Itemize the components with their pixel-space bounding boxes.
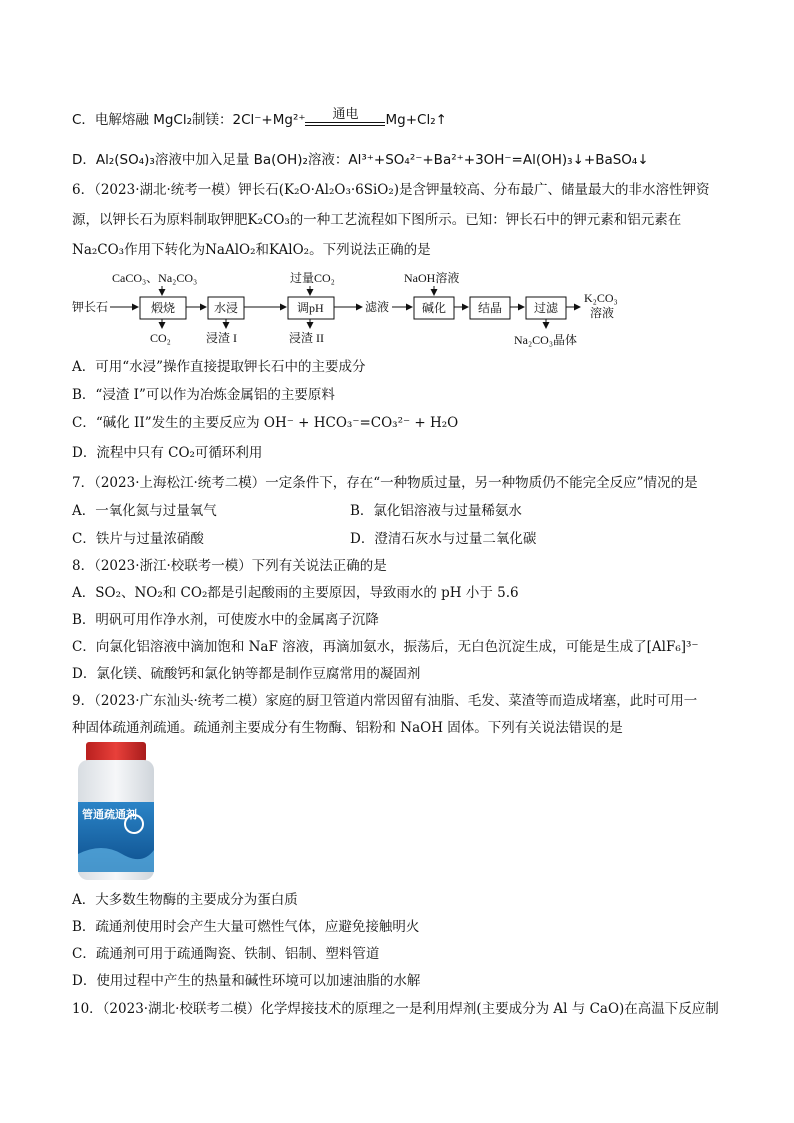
q9-stem-line1: 9．（2023·广东汕头·统考二模）家庭的厨卫管道内常因留有油脂、毛发、菜渣等而造成堵塞，此时可用一 <box>72 693 698 709</box>
flow-step6: 过滤 <box>534 301 559 315</box>
q6-stem-line3: Na₂CO₃作用下转化为NaAlO₂和KAlO₂。下列说法正确的是 <box>72 242 431 258</box>
bottle-label-text: 管通疏通剂 <box>82 808 137 821</box>
q7-option-b: B．氯化铝溶液与过量稀氨水 <box>350 503 522 519</box>
q9-option-b: B．疏通剂使用时会产生大量可燃性气体，应避免接触明火 <box>72 919 420 935</box>
q9-option-c: C．疏通剂可用于疏通陶瓷、铁制、铝制、塑料管道 <box>72 946 380 962</box>
q9-option-a: A．大多数生物酶的主要成分为蛋白质 <box>72 892 298 908</box>
flow-out1: CO₂ <box>150 331 171 345</box>
q6-stem-line1: 6．（2023·湖北·统考一模）钾长石(K₂O·Al₂O₃·6SiO₂)是含钾量较高、分布最广、储量最大的非水溶性钾资 <box>72 182 710 198</box>
q5-option-c-text: C．电解熔融 MgCl₂制镁：2Cl⁻+Mg²⁺ <box>72 112 306 128</box>
drain-cleaner-bottle-image <box>72 742 160 882</box>
q8-option-d: D．氯化镁、硫酸钙和氯化钠等都是制作豆腐常用的凝固剂 <box>72 666 421 682</box>
process-flow-diagram <box>72 266 652 354</box>
flow-step1: 煅烧 <box>151 301 176 315</box>
q8-stem: 8．（2023·浙江·校联考一模）下列有关说法正确的是 <box>72 558 387 574</box>
q7-option-c: C．铁片与过量浓硝酸 <box>72 531 204 547</box>
reaction-condition: 通电 <box>305 108 385 130</box>
q7-option-a: A．一氧化氮与过量氧气 <box>72 503 217 519</box>
flow-step2: 水浸 <box>214 301 239 315</box>
flow-residue2: 浸渣 II <box>289 331 324 345</box>
q6-option-d: D．流程中只有 CO₂可循环利用 <box>72 445 263 461</box>
q5-option-c-product: Mg+Cl₂↑ <box>385 112 447 128</box>
flow-residue1: 浸渣 I <box>206 331 237 345</box>
q6-option-a: A．可用“水浸”操作直接提取钾长石中的主要成分 <box>72 359 366 375</box>
bottle-cap <box>86 742 146 762</box>
flow-step3: 调pH <box>297 301 324 315</box>
flow-solid: Na₂CO₃晶体 <box>514 333 578 347</box>
flow-reagent3: NaOH溶液 <box>404 271 460 285</box>
flow-product2: 溶液 <box>590 306 615 320</box>
q6-option-c: C．“碱化 II”发生的主要反应为 OH⁻ + HCO₃⁻=CO₃²⁻ + H₂O <box>72 415 459 431</box>
q5-option-c <box>72 108 447 130</box>
q7-option-d: D．澄清石灰水与过量二氧化碳 <box>350 531 537 547</box>
flow-product1: K₂CO₃ <box>584 291 618 305</box>
q5-option-d: D．Al₂(SO₄)₃溶液中加入足量 Ba(OH)₂溶液：Al³⁺+SO₄²⁻+Ba²⁺+3OH⁻=Al(OH)₃↓+BaSO₄↓ <box>72 152 649 168</box>
flow-start: 钾长石 <box>72 300 109 314</box>
q8-option-c: C．向氯化铝溶液中滴加饱和 NaF 溶液，再滴加氨水，振荡后，无白色沉淀生成，可能是生成了[AlF₆]³⁻ <box>72 639 699 655</box>
flow-filtrate: 滤液 <box>365 300 390 314</box>
flow-step4: 碱化 <box>422 301 447 315</box>
flow-reagent2: 过量CO₂ <box>290 271 335 285</box>
q6-option-b: B．“浸渣 I”可以作为冶炼金属铝的主要原料 <box>72 387 335 403</box>
q8-option-b: B．明矾可用作净水剂，可使废水中的金属离子沉降 <box>72 612 379 628</box>
q9-option-d: D．使用过程中产生的热量和碱性环境可以加速油脂的水解 <box>72 973 421 989</box>
q8-option-a: A．SO₂、NO₂和 CO₂都是引起酸雨的主要原因，导致雨水的 pH 小于 5.6 <box>72 585 519 601</box>
q6-stem-line2: 源，以钾长石为原料制取钾肥K₂CO₃的一种工艺流程如下图所示。已知：钾长石中的钾元素和铝元素在 <box>72 212 682 228</box>
q10-stem: 10．（2023·湖北·校联考二模）化学焊接技术的原理之一是利用焊剂(主要成分为 Al 与 CaO)在高温下反应制 <box>72 1001 719 1017</box>
q7-stem: 7．（2023·上海松江·统考二模）一定条件下，存在“一种物质过量，另一种物质仍不能完全反应”情况的是 <box>72 475 698 491</box>
flow-step5: 结晶 <box>478 301 503 315</box>
flow-reagent1: CaCO₃、Na₂CO₃ <box>112 271 198 285</box>
q9-stem-line2: 种固体疏通剂疏通。疏通剂主要成分有生物酶、铝粉和 NaOH 固体。下列有关说法错误的是 <box>72 720 623 736</box>
